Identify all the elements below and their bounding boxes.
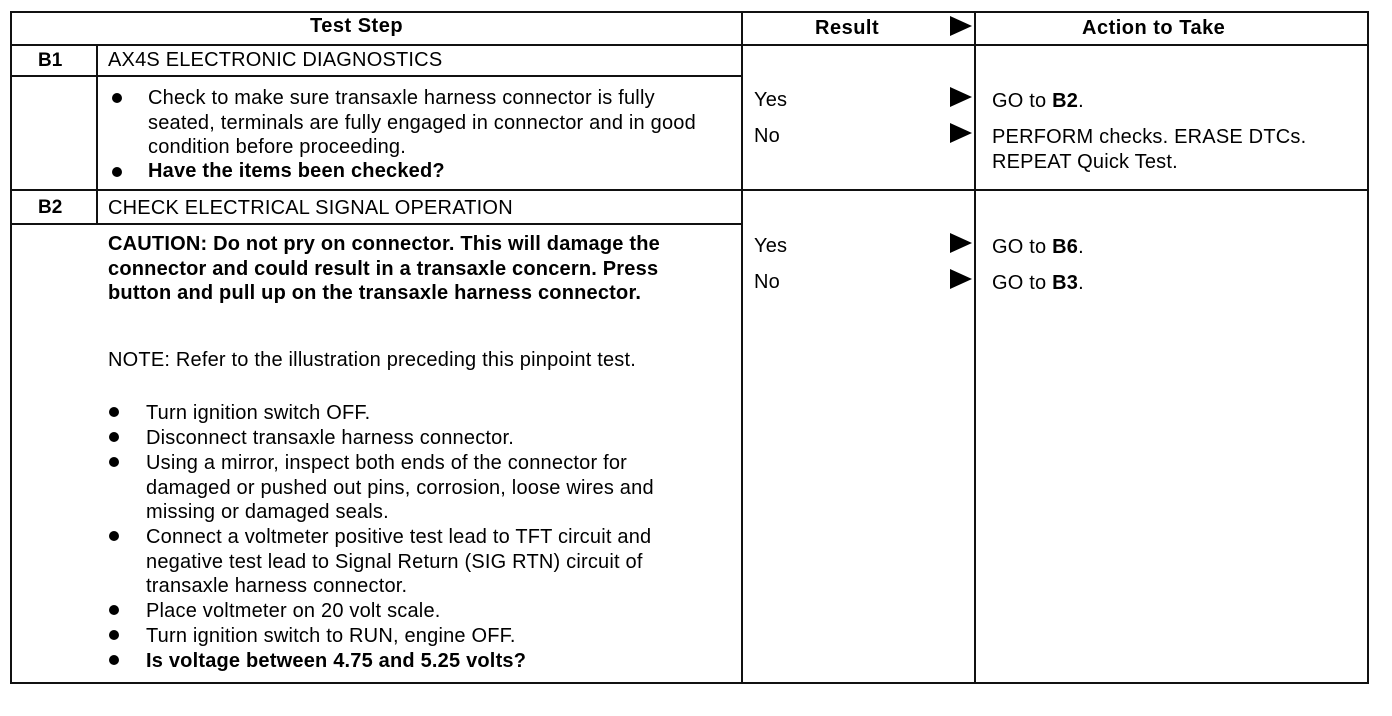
header-bottom-border <box>10 44 1369 46</box>
action-prefix: GO to <box>992 90 1053 112</box>
b2-title-bottom-border <box>10 223 743 225</box>
table-bottom-border <box>10 682 1369 684</box>
b2-bullet-5: Place voltmeter on 20 volt scale. <box>146 600 441 622</box>
b2-bullet-2: Disconnect transaxle harness connector. <box>146 427 514 449</box>
b2-bullet-7: Is voltage between 4.75 and 5.25 volts? <box>146 650 527 672</box>
result-column-divider <box>741 11 743 684</box>
action-prefix: GO to <box>992 236 1053 258</box>
action-suffix: . <box>1078 236 1084 258</box>
pinpoint-test-table <box>10 11 1369 684</box>
bullet-icon <box>109 531 119 541</box>
b2-note: NOTE: Refer to the illustration preceding this pinpoint test. <box>108 349 637 371</box>
bullet-icon <box>112 167 122 177</box>
table-top-border <box>10 11 1369 13</box>
action-column-divider <box>974 11 976 684</box>
table-left-border <box>10 11 12 684</box>
b1-title-bottom-border <box>10 75 743 77</box>
action-step-ref: B6 <box>1052 236 1079 258</box>
b2-bullet-4: Connect a voltmeter positive test lead to TFT circuit and negative test lead to Signal Return (SIG RTN) circuit of transaxle harness connector. <box>146 526 652 597</box>
b2-result-yes: Yes <box>754 235 788 257</box>
b2-caution: CAUTION: Do not pry on connector. This will damage the connector and could result in a transaxle concern. Press button and pull up on the transaxle harness connector. <box>108 233 660 304</box>
b1-action-no: PERFORM checks. ERASE DTCs. REPEAT Quick Test. <box>992 126 1307 173</box>
step-id-divider-b2 <box>96 189 98 225</box>
step-id-divider-b1 <box>96 44 98 190</box>
header-result-arrow-icon <box>950 16 972 36</box>
header-test-step: Test Step <box>310 15 404 37</box>
b1-no-arrow-icon <box>950 123 972 143</box>
action-step-ref: B2 <box>1052 90 1079 112</box>
bullet-icon <box>109 605 119 615</box>
b1-result-yes: Yes <box>754 89 788 111</box>
b2-no-arrow-icon <box>950 269 972 289</box>
b2-bullet-6: Turn ignition switch to RUN, engine OFF. <box>146 625 516 647</box>
bullet-icon <box>109 432 119 442</box>
step-id-b2: B2 <box>38 197 63 218</box>
b2-result-no: No <box>754 271 780 293</box>
action-suffix: . <box>1078 90 1084 112</box>
table-right-border <box>1367 11 1369 684</box>
b1-action-yes <box>992 89 1084 114</box>
b2-action-yes <box>992 235 1084 260</box>
header-action: Action to Take <box>1082 17 1226 39</box>
bullet-icon <box>109 457 119 467</box>
action-suffix: . <box>1078 272 1084 294</box>
b2-yes-arrow-icon <box>950 233 972 253</box>
step-id-b1: B1 <box>38 50 63 71</box>
bullet-icon <box>109 407 119 417</box>
b1-result-no: No <box>754 125 780 147</box>
b1-row-bottom-border <box>10 189 1369 191</box>
header-result: Result <box>815 17 880 39</box>
bullet-icon <box>109 630 119 640</box>
bullet-icon <box>112 93 122 103</box>
b1-bullet-1: Check to make sure transaxle harness connector is fully seated, terminals are fully engaged in connector and in good condition before proceeding. <box>148 87 696 158</box>
b1-bullet-2: Have the items been checked? <box>148 160 445 182</box>
action-step-ref: B3 <box>1052 272 1079 294</box>
step-title-b1: AX4S ELECTRONIC DIAGNOSTICS <box>108 49 443 71</box>
b2-bullet-3: Using a mirror, inspect both ends of the connector for damaged or pushed out pins, corrosion, loose wires and missing or damaged seals. <box>146 452 654 523</box>
action-prefix: GO to <box>992 272 1053 294</box>
b2-bullet-1: Turn ignition switch OFF. <box>146 402 371 424</box>
bullet-icon <box>109 655 119 665</box>
b2-action-no <box>992 271 1084 296</box>
b1-yes-arrow-icon <box>950 87 972 107</box>
step-title-b2: CHECK ELECTRICAL SIGNAL OPERATION <box>108 197 513 219</box>
